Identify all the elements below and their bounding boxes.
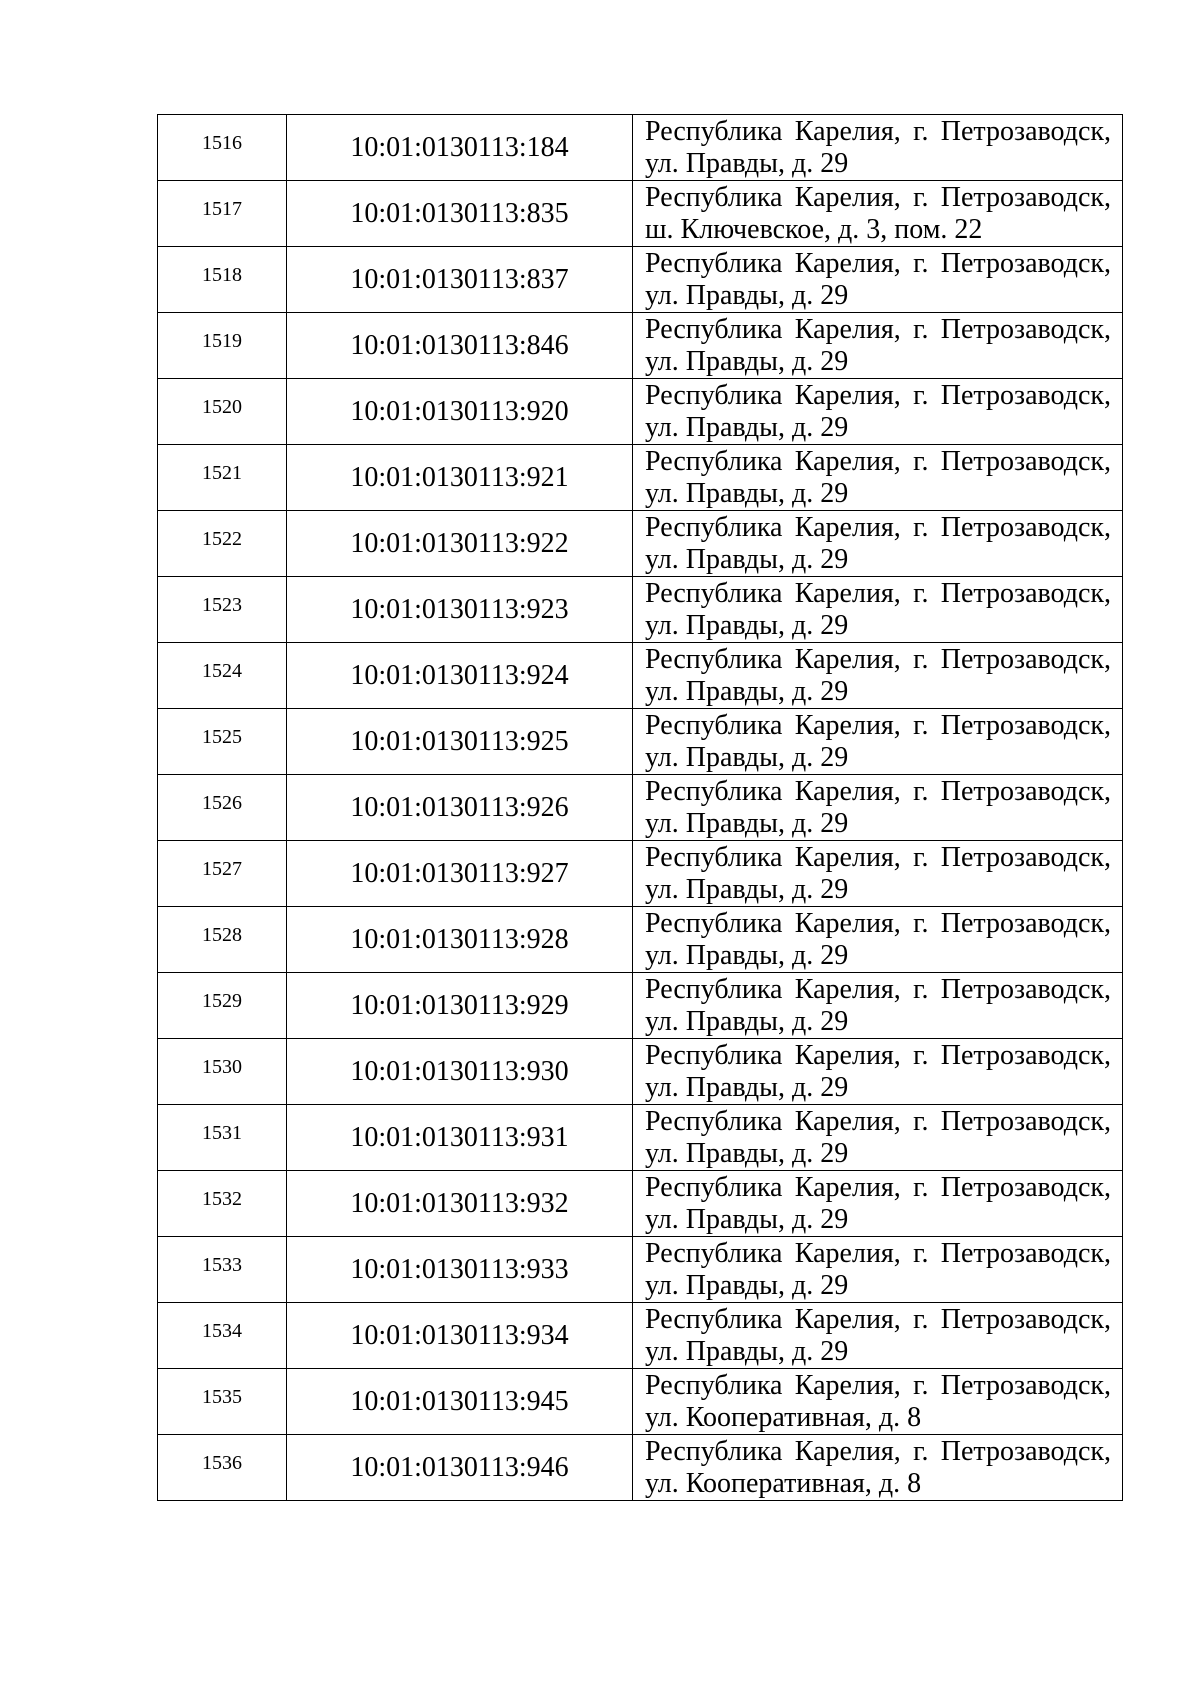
cadastral-number-cell: 10:01:0130113:923 bbox=[287, 577, 633, 643]
row-number-cell: 1529 bbox=[158, 973, 287, 1039]
address-cell bbox=[633, 907, 1123, 973]
cadastral-number-cell: 10:01:0130113:927 bbox=[287, 841, 633, 907]
table-row bbox=[158, 247, 1123, 313]
address-line-street: ул. Кооперативная, д. 8 bbox=[645, 1402, 922, 1433]
row-number-cell: 1521 bbox=[158, 445, 287, 511]
table-row bbox=[158, 115, 1123, 181]
table-row bbox=[158, 511, 1123, 577]
address-line-street: ул. Правды, д. 29 bbox=[645, 1336, 849, 1367]
cadastral-number-cell: 10:01:0130113:921 bbox=[287, 445, 633, 511]
table-row bbox=[158, 1237, 1123, 1303]
address-cell bbox=[633, 1435, 1123, 1501]
address-line-street: ул. Правды, д. 29 bbox=[645, 346, 849, 377]
registry-table-body bbox=[158, 115, 1123, 1501]
table-row bbox=[158, 1303, 1123, 1369]
address-cell bbox=[633, 973, 1123, 1039]
address-line-region-city: Республика Карелия, г. Петрозаводск, bbox=[645, 1238, 1111, 1269]
address-line-region-city: Республика Карелия, г. Петрозаводск, bbox=[645, 1436, 1111, 1467]
address-cell bbox=[633, 511, 1123, 577]
address-line-street: ул. Правды, д. 29 bbox=[645, 1270, 849, 1301]
table-row bbox=[158, 841, 1123, 907]
address-line-region-city: Республика Карелия, г. Петрозаводск, bbox=[645, 908, 1111, 939]
address-line-street: ул. Правды, д. 29 bbox=[645, 1072, 849, 1103]
row-number-cell: 1517 bbox=[158, 181, 287, 247]
address-cell bbox=[633, 1237, 1123, 1303]
address-line-street: ул. Правды, д. 29 bbox=[645, 1204, 849, 1235]
cadastral-number-cell: 10:01:0130113:846 bbox=[287, 313, 633, 379]
row-number-cell: 1516 bbox=[158, 115, 287, 181]
address-line-region-city: Республика Карелия, г. Петрозаводск, bbox=[645, 842, 1111, 873]
cadastral-number-cell: 10:01:0130113:925 bbox=[287, 709, 633, 775]
address-cell bbox=[633, 181, 1123, 247]
address-line-street: ул. Правды, д. 29 bbox=[645, 808, 849, 839]
address-cell bbox=[633, 577, 1123, 643]
address-line-street: ул. Правды, д. 29 bbox=[645, 1138, 849, 1169]
address-line-street: ул. Правды, д. 29 bbox=[645, 412, 849, 443]
cadastral-number-cell: 10:01:0130113:933 bbox=[287, 1237, 633, 1303]
address-line-region-city: Республика Карелия, г. Петрозаводск, bbox=[645, 1172, 1111, 1203]
address-cell bbox=[633, 379, 1123, 445]
registry-table bbox=[157, 114, 1123, 1501]
table-row bbox=[158, 181, 1123, 247]
address-line-region-city: Республика Карелия, г. Петрозаводск, bbox=[645, 710, 1111, 741]
address-line-region-city: Республика Карелия, г. Петрозаводск, bbox=[645, 314, 1111, 345]
table-row bbox=[158, 1171, 1123, 1237]
row-number-cell: 1520 bbox=[158, 379, 287, 445]
address-cell bbox=[633, 1369, 1123, 1435]
table-row bbox=[158, 1105, 1123, 1171]
table-row bbox=[158, 1435, 1123, 1501]
address-line-street: ул. Кооперативная, д. 8 bbox=[645, 1468, 922, 1499]
row-number-cell: 1525 bbox=[158, 709, 287, 775]
cadastral-number-cell: 10:01:0130113:930 bbox=[287, 1039, 633, 1105]
address-cell bbox=[633, 1171, 1123, 1237]
address-line-region-city: Республика Карелия, г. Петрозаводск, bbox=[645, 1106, 1111, 1137]
address-cell bbox=[633, 1105, 1123, 1171]
row-number-cell: 1535 bbox=[158, 1369, 287, 1435]
row-number-cell: 1524 bbox=[158, 643, 287, 709]
row-number-cell: 1522 bbox=[158, 511, 287, 577]
cadastral-number-cell: 10:01:0130113:932 bbox=[287, 1171, 633, 1237]
table-row bbox=[158, 577, 1123, 643]
address-line-region-city: Республика Карелия, г. Петрозаводск, bbox=[645, 1040, 1111, 1071]
cadastral-number-cell: 10:01:0130113:922 bbox=[287, 511, 633, 577]
cadastral-number-cell: 10:01:0130113:931 bbox=[287, 1105, 633, 1171]
table-row bbox=[158, 1039, 1123, 1105]
address-line-region-city: Республика Карелия, г. Петрозаводск, bbox=[645, 116, 1111, 147]
address-line-street: ул. Правды, д. 29 bbox=[645, 742, 849, 773]
address-line-street: ул. Правды, д. 29 bbox=[645, 874, 849, 905]
address-cell bbox=[633, 1039, 1123, 1105]
row-number-cell: 1519 bbox=[158, 313, 287, 379]
row-number-cell: 1532 bbox=[158, 1171, 287, 1237]
address-line-region-city: Республика Карелия, г. Петрозаводск, bbox=[645, 248, 1111, 279]
address-cell bbox=[633, 247, 1123, 313]
address-line-region-city: Республика Карелия, г. Петрозаводск, bbox=[645, 1304, 1111, 1335]
address-line-region-city: Республика Карелия, г. Петрозаводск, bbox=[645, 512, 1111, 543]
address-cell bbox=[633, 643, 1123, 709]
address-line-street: ул. Правды, д. 29 bbox=[645, 148, 849, 179]
address-line-street: ул. Правды, д. 29 bbox=[645, 280, 849, 311]
address-line-street: ул. Правды, д. 29 bbox=[645, 544, 849, 575]
table-row bbox=[158, 907, 1123, 973]
cadastral-number-cell: 10:01:0130113:946 bbox=[287, 1435, 633, 1501]
table-row bbox=[158, 973, 1123, 1039]
table-row bbox=[158, 709, 1123, 775]
address-cell bbox=[633, 115, 1123, 181]
cadastral-number-cell: 10:01:0130113:929 bbox=[287, 973, 633, 1039]
address-line-region-city: Республика Карелия, г. Петрозаводск, bbox=[645, 182, 1111, 213]
cadastral-number-cell: 10:01:0130113:924 bbox=[287, 643, 633, 709]
address-line-region-city: Республика Карелия, г. Петрозаводск, bbox=[645, 446, 1111, 477]
address-line-region-city: Республика Карелия, г. Петрозаводск, bbox=[645, 644, 1111, 675]
address-line-street: ул. Правды, д. 29 bbox=[645, 940, 849, 971]
address-cell bbox=[633, 1303, 1123, 1369]
cadastral-number-cell: 10:01:0130113:835 bbox=[287, 181, 633, 247]
address-cell bbox=[633, 313, 1123, 379]
address-line-street: ул. Правды, д. 29 bbox=[645, 478, 849, 509]
row-number-cell: 1523 bbox=[158, 577, 287, 643]
table-row bbox=[158, 1369, 1123, 1435]
table-row bbox=[158, 313, 1123, 379]
row-number-cell: 1536 bbox=[158, 1435, 287, 1501]
row-number-cell: 1534 bbox=[158, 1303, 287, 1369]
cadastral-number-cell: 10:01:0130113:184 bbox=[287, 115, 633, 181]
cadastral-number-cell: 10:01:0130113:945 bbox=[287, 1369, 633, 1435]
row-number-cell: 1530 bbox=[158, 1039, 287, 1105]
address-line-region-city: Республика Карелия, г. Петрозаводск, bbox=[645, 1370, 1111, 1401]
address-line-street: ул. Правды, д. 29 bbox=[645, 610, 849, 641]
row-number-cell: 1531 bbox=[158, 1105, 287, 1171]
cadastral-number-cell: 10:01:0130113:926 bbox=[287, 775, 633, 841]
address-line-region-city: Республика Карелия, г. Петрозаводск, bbox=[645, 974, 1111, 1005]
table-row bbox=[158, 643, 1123, 709]
row-number-cell: 1527 bbox=[158, 841, 287, 907]
address-line-street: ул. Правды, д. 29 bbox=[645, 1006, 849, 1037]
address-line-region-city: Республика Карелия, г. Петрозаводск, bbox=[645, 380, 1111, 411]
row-number-cell: 1518 bbox=[158, 247, 287, 313]
address-cell bbox=[633, 775, 1123, 841]
address-cell bbox=[633, 841, 1123, 907]
table-row bbox=[158, 445, 1123, 511]
table-row bbox=[158, 775, 1123, 841]
address-line-street: ул. Правды, д. 29 bbox=[645, 676, 849, 707]
address-cell bbox=[633, 709, 1123, 775]
address-line-region-city: Республика Карелия, г. Петрозаводск, bbox=[645, 776, 1111, 807]
row-number-cell: 1526 bbox=[158, 775, 287, 841]
cadastral-number-cell: 10:01:0130113:934 bbox=[287, 1303, 633, 1369]
address-line-street: ш. Ключевское, д. 3, пом. 22 bbox=[645, 214, 983, 245]
address-cell bbox=[633, 445, 1123, 511]
row-number-cell: 1533 bbox=[158, 1237, 287, 1303]
cadastral-number-cell: 10:01:0130113:837 bbox=[287, 247, 633, 313]
address-line-region-city: Республика Карелия, г. Петрозаводск, bbox=[645, 578, 1111, 609]
cadastral-number-cell: 10:01:0130113:920 bbox=[287, 379, 633, 445]
row-number-cell: 1528 bbox=[158, 907, 287, 973]
table-row bbox=[158, 379, 1123, 445]
cadastral-number-cell: 10:01:0130113:928 bbox=[287, 907, 633, 973]
